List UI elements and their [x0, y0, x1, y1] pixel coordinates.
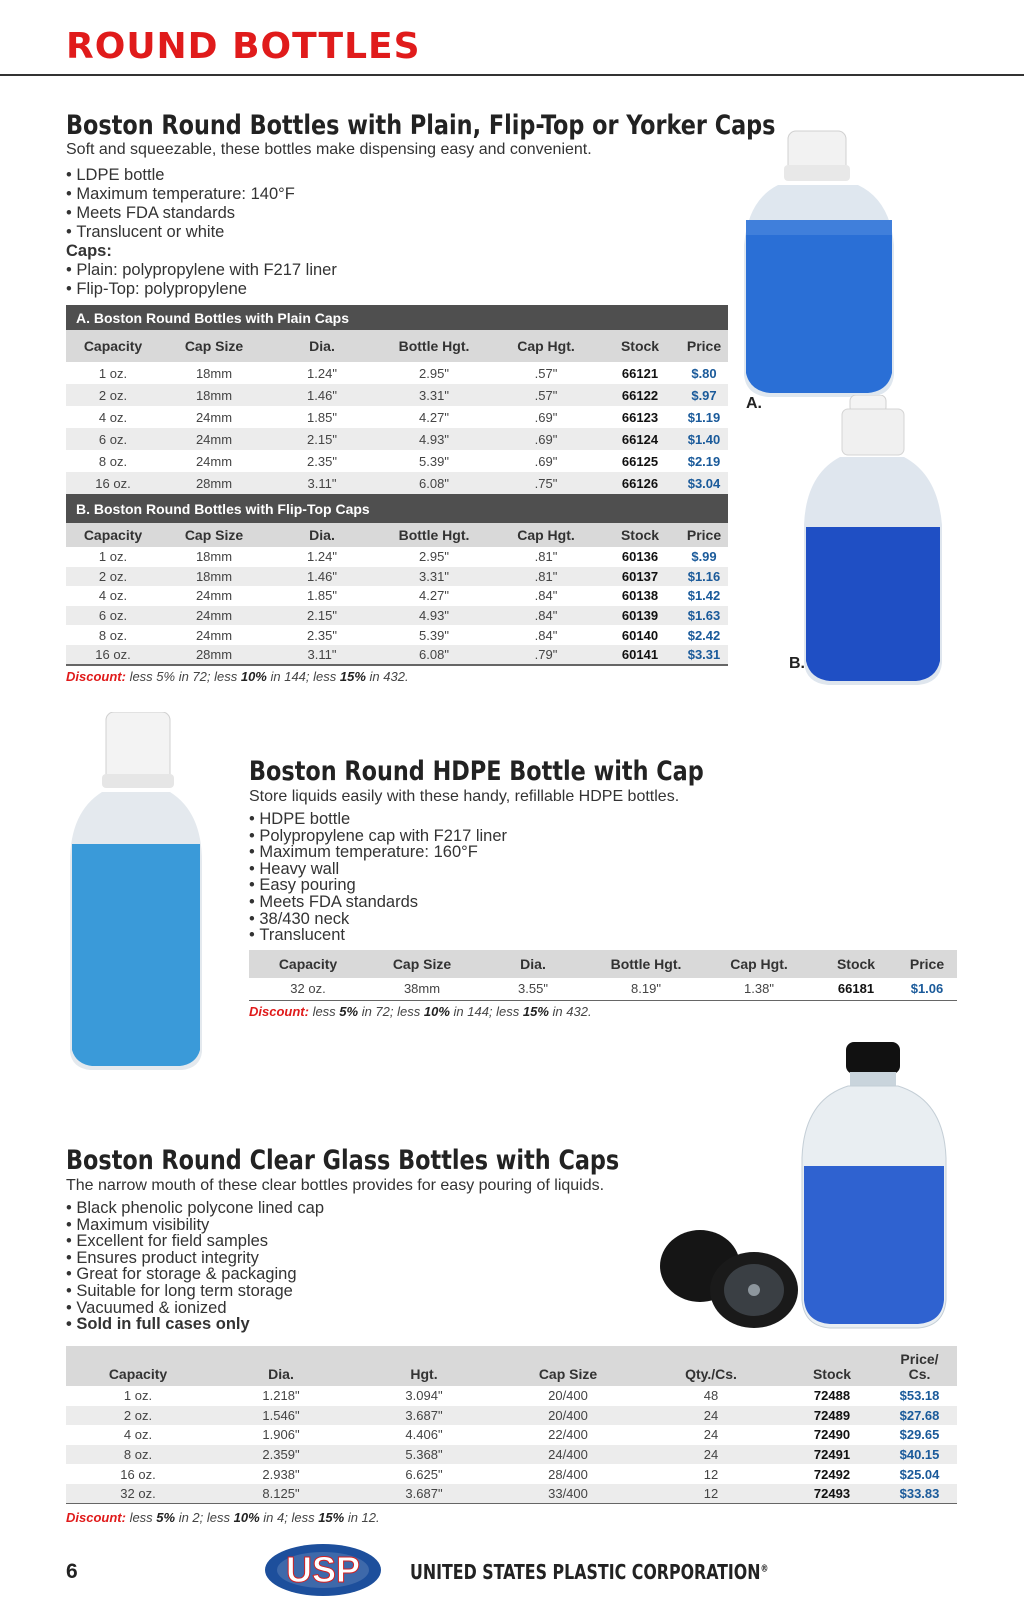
discount-text: in 4; less: [259, 1510, 319, 1525]
discount-text: less 5% in 72; less: [125, 669, 241, 684]
col-cap-size: Cap Size: [392, 956, 452, 972]
price-cell: $1.06: [910, 981, 944, 997]
cell: 8.125": [262, 1486, 300, 1502]
section2-price-table: [249, 950, 957, 1001]
price-cell: $.80: [691, 365, 717, 381]
discount-pct: 10%: [240, 669, 267, 684]
cell: 3.11": [307, 646, 337, 662]
price-cell: $.97: [691, 387, 717, 403]
section1-title: Boston Round Bottles with Plain, Flip-Top or Yorker Caps: [66, 110, 776, 141]
cell: 2.15": [307, 431, 337, 447]
cell: 24: [703, 1427, 719, 1443]
discount-label: Discount:: [66, 669, 126, 684]
section3-price-table: [66, 1346, 957, 1504]
price-cell: $1.42: [687, 588, 721, 604]
stock-cell: 60140: [621, 627, 659, 643]
cell: 24mm: [195, 409, 233, 425]
cell: 1.85": [307, 588, 337, 604]
cell: 4.27": [419, 588, 449, 604]
cell: 3.31": [419, 387, 449, 403]
section3-subtitle: The narrow mouth of these clear bottles provides for easy pouring of liquids.: [66, 1177, 605, 1194]
cell: 20/400: [548, 1407, 588, 1423]
price-cell: $27.68: [899, 1407, 940, 1423]
stock-cell: 66125: [621, 453, 659, 469]
discount-text: less: [125, 1510, 157, 1525]
cell: 1.38": [744, 981, 774, 997]
cell: .69": [534, 453, 558, 469]
caps-bullets: [66, 261, 337, 299]
price-cell: $1.19: [687, 409, 721, 425]
cell: .57": [534, 387, 558, 403]
discount-text: in 432.: [548, 1004, 592, 1019]
col-dia: Dia.: [268, 1366, 294, 1382]
page-number: 6: [66, 1560, 78, 1583]
stock-cell: 72492: [813, 1466, 851, 1482]
discount-text: in 12.: [344, 1510, 380, 1525]
section3-title: Boston Round Clear Glass Bottles with Caps: [66, 1145, 620, 1176]
cell: 18mm: [195, 568, 233, 584]
cell: 6.08": [419, 646, 449, 662]
page-title: ROUND BOTTLES: [66, 26, 421, 67]
cell: 24/400: [548, 1447, 588, 1463]
table-row: [66, 450, 728, 472]
table-row: [66, 1386, 957, 1406]
image-label-a: A.: [746, 395, 762, 412]
col-dia: Dia.: [520, 956, 546, 972]
stock-cell: 72488: [813, 1388, 851, 1404]
table-row: [66, 1425, 957, 1445]
col-qty-cs: Qty./Cs.: [685, 1366, 737, 1382]
cell: .84": [534, 588, 558, 604]
cell: 1.906": [262, 1427, 300, 1443]
col-capacity: Capacity: [108, 1366, 168, 1382]
cell: 1.85": [307, 409, 337, 425]
glass-bottle-image: [652, 1038, 952, 1333]
cell: 4.27": [419, 409, 449, 425]
cell: 2 oz.: [98, 568, 128, 584]
cell: .84": [534, 627, 558, 643]
cell: 8 oz.: [98, 627, 128, 643]
table-b-title: B. Boston Round Bottles with Flip-Top Caps: [66, 494, 728, 523]
cell: 28mm: [195, 475, 233, 491]
cell: 4 oz.: [98, 409, 128, 425]
price-cell: $3.31: [687, 646, 721, 662]
discount-text: in 2; less: [175, 1510, 234, 1525]
cell: 6 oz.: [98, 431, 128, 447]
cell: 22/400: [548, 1427, 588, 1443]
table-row: [66, 547, 728, 567]
cell: 24mm: [195, 431, 233, 447]
registered-mark: ®: [760, 1563, 769, 1575]
cell: 3.094": [405, 1388, 443, 1404]
col-bottle-hgt: Bottle Hgt.: [398, 527, 470, 543]
bullet-item: • 38/430 neck: [249, 911, 507, 928]
image-label-b: B.: [789, 655, 805, 672]
price-cell: $1.16: [687, 568, 721, 584]
cell: 4 oz.: [123, 1427, 153, 1443]
table-row: [66, 406, 728, 428]
section3-discount: [66, 1510, 380, 1525]
cell: 38mm: [403, 981, 441, 997]
company-name: [410, 1560, 768, 1584]
hdpe-bottle-image: [66, 712, 206, 1072]
col-cap-size: Cap Size: [184, 527, 244, 543]
cell: 1.46": [307, 387, 337, 403]
price-cell: $53.18: [899, 1388, 940, 1404]
price-cell: $3.04: [687, 475, 721, 491]
bullet-item: • Translucent: [249, 927, 507, 944]
stock-cell: 66121: [621, 365, 659, 381]
price-cell: $40.15: [899, 1447, 940, 1463]
table-row: [66, 384, 728, 406]
bullet-item: • Great for storage & packaging: [66, 1266, 324, 1283]
bullet-item: • Sold in full cases only: [66, 1316, 324, 1333]
table-row: [66, 428, 728, 450]
cell: 3.11": [307, 475, 337, 491]
bullet-item: • Black phenolic polycone lined cap: [66, 1200, 324, 1217]
cell: 24: [703, 1407, 719, 1423]
stock-cell: 60137: [621, 568, 659, 584]
cell: 32 oz.: [290, 981, 326, 997]
price-cell: $.99: [691, 549, 717, 565]
price-cell: $25.04: [899, 1466, 940, 1482]
stock-cell: 72489: [813, 1407, 851, 1423]
col-hgt: Hgt.: [410, 1366, 438, 1382]
cell: 1 oz.: [123, 1388, 153, 1404]
table-row: [66, 1406, 957, 1426]
col-stock: Stock: [620, 527, 660, 543]
col-price-line1: Price/: [900, 1351, 939, 1367]
cell: 8 oz.: [123, 1447, 153, 1463]
discount-text: in 72; less: [358, 1004, 424, 1019]
bullet-item: • HDPE bottle: [249, 811, 507, 828]
col-cap-size: Cap Size: [184, 338, 244, 354]
cell: 3.55": [518, 981, 548, 997]
col-bottle-hgt: Bottle Hgt.: [610, 956, 682, 972]
cell: 1.218": [262, 1388, 300, 1404]
cell: 6.625": [405, 1466, 443, 1482]
cell: 18mm: [195, 549, 233, 565]
bullet-item: • Heavy wall: [249, 861, 507, 878]
table-row: [66, 1484, 957, 1504]
bullet-item: • Maximum visibility: [66, 1217, 324, 1234]
section1-subtitle: Soft and squeezable, these bottles make dispensing easy and convenient.: [66, 141, 592, 158]
cell: 1.24": [307, 365, 337, 381]
cell: 2.15": [307, 608, 337, 624]
col-dia: Dia.: [309, 527, 335, 543]
section3-bullets: [66, 1200, 324, 1333]
discount-pct: 15%: [339, 669, 366, 684]
col-cap-hgt: Cap Hgt.: [730, 956, 788, 972]
cell: 2 oz.: [123, 1407, 153, 1423]
col-dia: Dia.: [309, 338, 335, 354]
col-cap-size: Cap Size: [538, 1366, 598, 1382]
cell: 4.93": [419, 608, 449, 624]
cell: 32 oz.: [120, 1486, 156, 1502]
section2-discount: [249, 1004, 592, 1019]
stock-cell: 72490: [813, 1427, 851, 1443]
stock-cell: 66123: [621, 409, 659, 425]
section1-bullets: [66, 166, 295, 242]
discount-pct: 10%: [423, 1004, 450, 1019]
table-row: [66, 1445, 957, 1465]
bullet-item: • Suitable for long term storage: [66, 1283, 324, 1300]
table-row: [66, 362, 728, 384]
cell: 8.19": [631, 981, 661, 997]
cell: 1.46": [307, 568, 337, 584]
cell: 16 oz.: [95, 646, 131, 662]
cell: 2.95": [419, 549, 449, 565]
col-price-cs: [882, 1346, 957, 1386]
cell: 6 oz.: [98, 608, 128, 624]
discount-pct: 10%: [233, 1510, 260, 1525]
cell: 2.359": [262, 1447, 300, 1463]
bullet-item: • Ensures product integrity: [66, 1250, 324, 1267]
cell: .69": [534, 431, 558, 447]
cell: 3.687": [405, 1407, 443, 1423]
cell: 20/400: [548, 1388, 588, 1404]
bullet-item: • Plain: polypropylene with F217 liner: [66, 261, 337, 280]
cell: 5.39": [419, 627, 449, 643]
table-row: [66, 567, 728, 587]
stock-cell: 72493: [813, 1486, 851, 1502]
table-header-row: [249, 950, 957, 978]
table-row: [66, 472, 728, 494]
stock-cell: 60136: [621, 549, 659, 565]
stock-cell: 72491: [813, 1447, 851, 1463]
caps-header: Caps:: [66, 242, 112, 260]
col-price: Price: [909, 956, 945, 972]
stock-cell: 66122: [621, 387, 659, 403]
col-stock: Stock: [812, 1366, 852, 1382]
usp-logo-text: USP: [285, 1549, 361, 1590]
cell: .84": [534, 608, 558, 624]
bullet-item: • Flip-Top: polypropylene: [66, 280, 337, 299]
cell: .81": [534, 549, 558, 565]
cell: .69": [534, 409, 558, 425]
price-cell: $2.19: [687, 453, 721, 469]
discount-pct: 5%: [156, 1510, 176, 1525]
col-stock: Stock: [836, 956, 876, 972]
price-cell: $1.40: [687, 431, 721, 447]
col-price: Price: [686, 338, 722, 354]
discount-text: in 432.: [365, 669, 409, 684]
cell: 18mm: [195, 387, 233, 403]
cell: 12: [703, 1486, 719, 1502]
section2-title: Boston Round HDPE Bottle with Cap: [249, 756, 704, 787]
cell: 1 oz.: [98, 365, 128, 381]
cell: 1.24": [307, 549, 337, 565]
cell: .75": [534, 475, 558, 491]
cell: 5.39": [419, 453, 449, 469]
cell: 8 oz.: [98, 453, 128, 469]
col-price-line2: Cs.: [908, 1366, 931, 1382]
cell: 24mm: [195, 608, 233, 624]
cell: .79": [534, 646, 558, 662]
bullet-item: • Maximum temperature: 160°F: [249, 844, 507, 861]
price-cell: $33.83: [899, 1486, 940, 1502]
stock-cell: 66181: [837, 981, 875, 997]
table-header-row: [66, 330, 728, 362]
title-divider: [0, 74, 1024, 76]
cell: 3.31": [419, 568, 449, 584]
cell: 24mm: [195, 627, 233, 643]
cell: 3.687": [405, 1486, 443, 1502]
col-cap-hgt: Cap Hgt.: [517, 527, 575, 543]
discount-pct: 15%: [522, 1004, 549, 1019]
cell: 6.08": [419, 475, 449, 491]
table-row: [66, 606, 728, 626]
table-header-row: [66, 1346, 957, 1386]
discount-text: less: [308, 1004, 340, 1019]
section2-bullets: [249, 811, 507, 944]
section1-price-table: [66, 305, 728, 666]
stock-cell: 60141: [621, 646, 659, 662]
cell: 28/400: [548, 1466, 588, 1482]
bottle-b-image: [800, 395, 960, 690]
price-cell: $29.65: [899, 1427, 940, 1443]
stock-cell: 66124: [621, 431, 659, 447]
bottle-a-image: [738, 125, 908, 400]
col-capacity: Capacity: [83, 527, 143, 543]
bullet-item: • Vacuumed & ionized: [66, 1300, 324, 1317]
table-row: [66, 1464, 957, 1484]
table-row: [249, 978, 957, 1000]
discount-label: Discount:: [249, 1004, 309, 1019]
cell: 4 oz.: [98, 588, 128, 604]
stock-cell: 60138: [621, 588, 659, 604]
col-capacity: Capacity: [278, 956, 338, 972]
cell: 33/400: [548, 1486, 588, 1502]
col-cap-hgt: Cap Hgt.: [517, 338, 575, 354]
cell: 1.546": [262, 1407, 300, 1423]
cell: 5.368": [405, 1447, 443, 1463]
bullet-item: • Meets FDA standards: [249, 894, 507, 911]
cell: 4.93": [419, 431, 449, 447]
stock-cell: 60139: [621, 608, 659, 624]
table-row: [66, 645, 728, 665]
discount-label: Discount:: [66, 1510, 126, 1525]
discount-pct: 5%: [339, 1004, 359, 1019]
cell: 18mm: [195, 365, 233, 381]
cell: 24mm: [195, 453, 233, 469]
section2-subtitle: Store liquids easily with these handy, refillable HDPE bottles.: [249, 788, 680, 805]
discount-text: in 144; less: [266, 669, 340, 684]
cell: .81": [534, 568, 558, 584]
cell: 1 oz.: [98, 549, 128, 565]
cell: 2.35": [307, 627, 337, 643]
cell: 28mm: [195, 646, 233, 662]
cell: 2.95": [419, 365, 449, 381]
col-stock: Stock: [620, 338, 660, 354]
cell: 4.406": [405, 1427, 443, 1443]
cell: 16 oz.: [120, 1466, 156, 1482]
bullet-item: • Excellent for field samples: [66, 1233, 324, 1250]
bullet-item: • LDPE bottle: [66, 166, 295, 185]
col-bottle-hgt: Bottle Hgt.: [398, 338, 470, 354]
section1-discount: [66, 669, 409, 684]
col-capacity: Capacity: [83, 338, 143, 354]
col-price: Price: [686, 527, 722, 543]
cell: 2.35": [307, 453, 337, 469]
price-cell: $1.63: [687, 608, 721, 624]
cell: .57": [534, 365, 558, 381]
bullet-item: • Easy pouring: [249, 877, 507, 894]
discount-text: in 144; less: [449, 1004, 523, 1019]
cell: 2 oz.: [98, 387, 128, 403]
table-header-row: [66, 523, 728, 547]
price-cell: $2.42: [687, 627, 721, 643]
table-a-title: A. Boston Round Bottles with Plain Caps: [66, 305, 728, 330]
bullet-item: • Polypropylene cap with F217 liner: [249, 828, 507, 845]
cell: 24: [703, 1447, 719, 1463]
usp-logo: [262, 1540, 384, 1600]
bullet-item: • Maximum temperature: 140°F: [66, 185, 295, 204]
cell: 16 oz.: [95, 475, 131, 491]
cell: 12: [703, 1466, 719, 1482]
company-name-text: UNITED STATES PLASTIC CORPORATION: [410, 1560, 761, 1584]
discount-pct: 15%: [318, 1510, 345, 1525]
stock-cell: 66126: [621, 475, 659, 491]
cell: 24mm: [195, 588, 233, 604]
table-row: [66, 586, 728, 606]
table-row: [66, 625, 728, 645]
bullet-item: • Meets FDA standards: [66, 204, 295, 223]
cell: 2.938": [262, 1466, 300, 1482]
bullet-item: • Translucent or white: [66, 223, 295, 242]
cell: 48: [703, 1388, 719, 1404]
